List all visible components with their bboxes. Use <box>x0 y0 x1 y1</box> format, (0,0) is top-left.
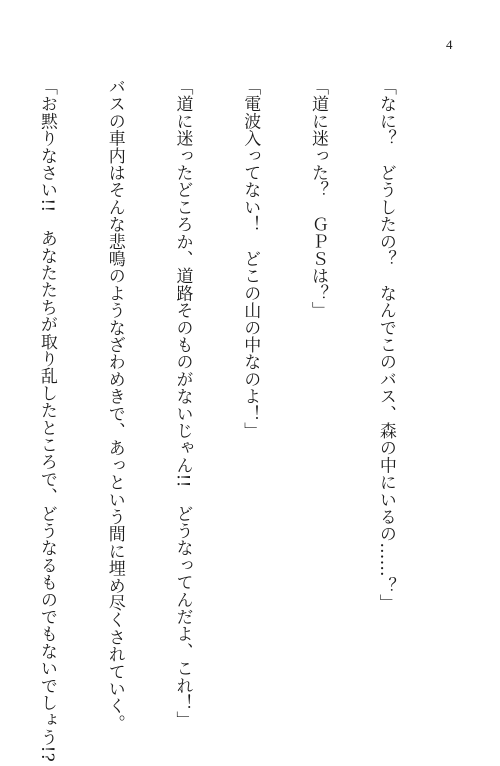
text-line: 「道に迷った？ ＧＰＳは？」 <box>308 78 329 319</box>
text-line: 「道に迷ったどころか、道路そのものがないじゃん!! どうなってんだよ、これ！」 <box>172 78 193 729</box>
text-line: バスの車内はそんな悲鳴のようなざわめきで、あっという間に埋め尽くされていく。 <box>104 78 125 732</box>
body-text <box>36 78 442 763</box>
text-line: 「お黙りなさい!! あなたたちが取り乱したところで、どうなるものでもないでしょう!? <box>36 78 57 763</box>
text-line: 「なに？ どうしたの？ なんでこのバス、森の中にいるの……？」 <box>375 78 396 612</box>
text-line: 「電波入ってない！ どこの山の中なのよ！」 <box>240 78 261 440</box>
page-number: 4 <box>446 37 453 52</box>
